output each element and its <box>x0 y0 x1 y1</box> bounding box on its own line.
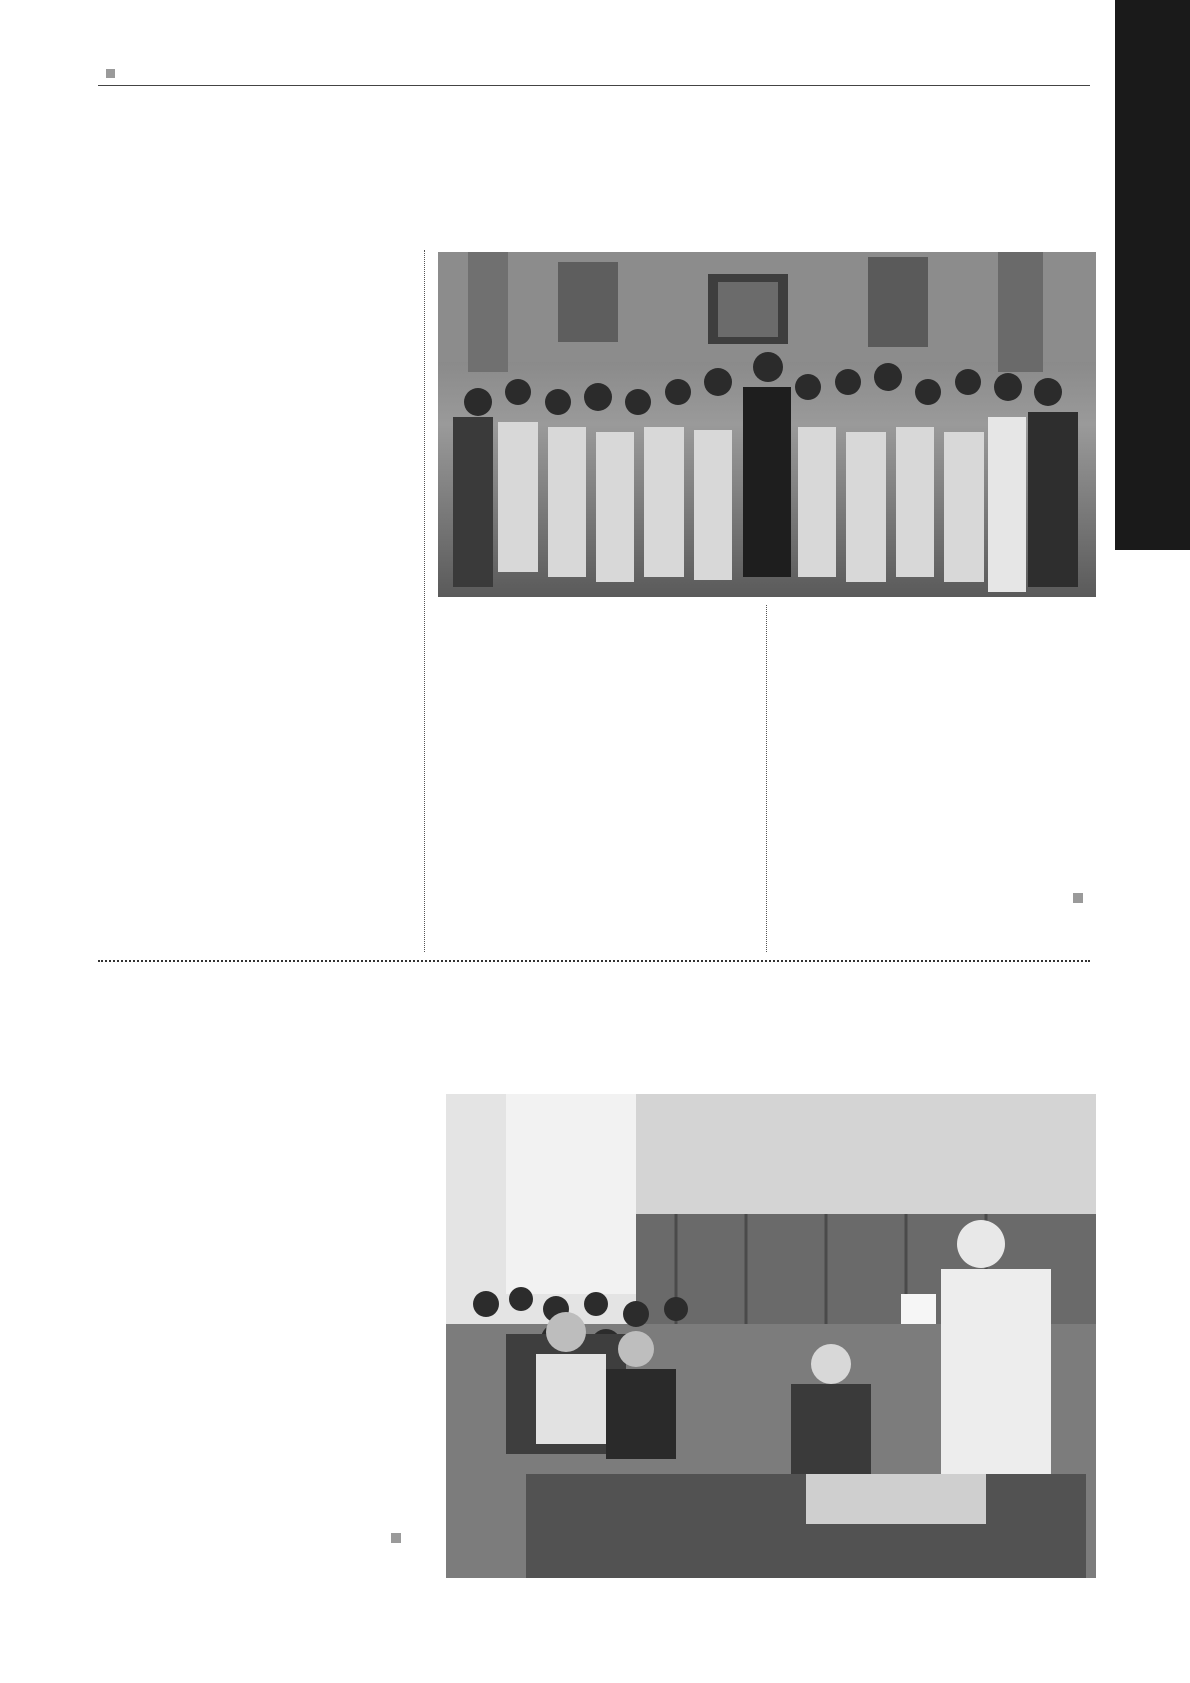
square-bullet-icon <box>106 69 115 78</box>
article-separator <box>98 960 1090 962</box>
article1-credit <box>781 888 1093 908</box>
group-photo-image <box>438 252 1096 597</box>
lecture-photo <box>446 1094 1096 1578</box>
column-divider <box>424 250 425 952</box>
section-tab <box>1115 0 1190 550</box>
group-photo <box>438 252 1096 597</box>
header-divider <box>98 85 1090 86</box>
article2-credit <box>98 1528 411 1548</box>
square-bullet-icon <box>1073 893 1083 903</box>
lecture-photo-image <box>446 1094 1096 1578</box>
running-header <box>100 66 120 83</box>
square-bullet-icon <box>391 1533 401 1543</box>
section-label <box>1137 100 1169 240</box>
column-divider <box>766 605 767 952</box>
